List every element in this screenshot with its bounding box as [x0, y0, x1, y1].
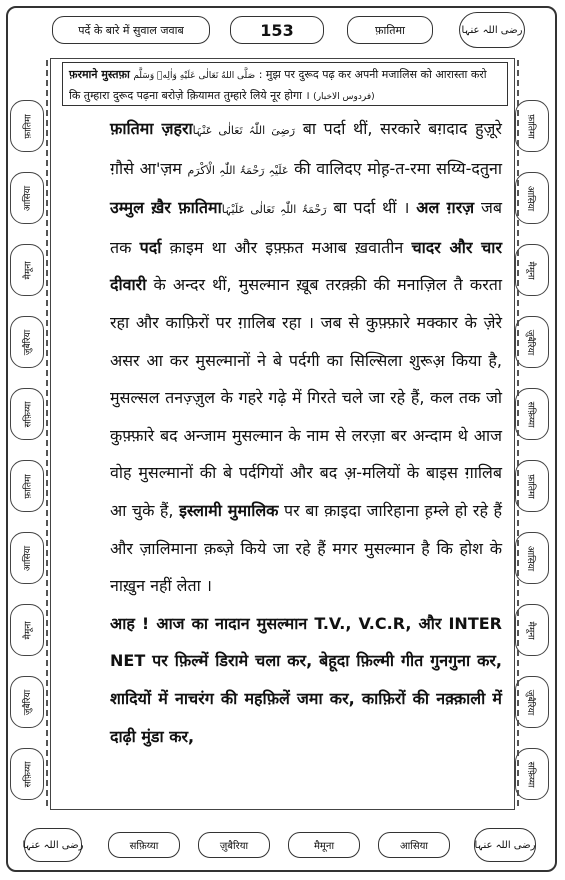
- side-left-item: ज़ुबैरिया: [10, 316, 44, 368]
- text-run: जब तक: [110, 198, 502, 257]
- footer-seal-right: رضی اللہ عنہا: [474, 828, 536, 862]
- side-left-item: मैमूना: [10, 604, 44, 656]
- bold-phrase: फ़ातिमा ज़हरा: [110, 119, 193, 138]
- note-arabic: صَلَّى اللهُ تَعَالٰى عَلَيْهِ وَاٰلِهٖ وَسَلَّم: [133, 71, 256, 81]
- chapter-title: फ़ातिमा: [347, 16, 433, 44]
- footer-item: सफ़िय्या: [108, 832, 180, 858]
- side-right-item: सफ़िय्या: [515, 748, 549, 800]
- text-run: पर बा क़ाइदा जारिहाना ह़म्ले हो रहे हैं और ज़ालिमाना क़ब्ज़े किये जा रहे हैं मगर मुसल्मान है कि होश के नाख़ुन नहीं लेता ।: [110, 500, 503, 596]
- arabic-honorific: رَحْمَۃُ اللّٰہِ تَعَالٰی عَلَیْہَا: [221, 203, 327, 217]
- text-run: बा पर्दा थीं ।: [326, 198, 417, 218]
- text-run: क़ाइम था और इफ़्फ़त मआब ख़वातीन: [161, 237, 412, 257]
- footer-seal-left: رضی اللہ عنہا: [24, 828, 82, 862]
- page-number: 153: [230, 16, 324, 44]
- note-text-1: : मुझ पर दुरूद पढ़ कर अपनी मजालिस को आरास्ता करो कि तुम्हारा: [69, 68, 487, 102]
- side-right-item: मैमूना: [515, 604, 549, 656]
- bold-phrase: पर्दा: [139, 237, 162, 257]
- side-left-item: मैमूना: [10, 244, 44, 296]
- side-right-item: आसिया: [515, 172, 549, 224]
- side-right-item: मैमूना: [515, 244, 549, 296]
- note-text-2: दुरूद पढ़ना बरोज़े क़ियामत तुम्हारे लिये नूर होगा ।: [112, 89, 310, 102]
- book-title: पर्दे के बारे में सुवाल जवाब: [52, 16, 210, 44]
- arabic-honorific: رَضِیَ اللّٰہُ تَعَالٰی عَنْہَا: [192, 124, 296, 137]
- bold-phrase: चादर और चार दीवारी: [110, 237, 502, 295]
- side-left-item: सफ़िय्या: [10, 748, 44, 800]
- bold-phrase: उम्मुल ख़ैर फ़ातिमा: [110, 198, 222, 218]
- side-right-item: ज़ुबैरिया: [515, 316, 549, 368]
- footer-item: ज़ुबैरिया: [198, 832, 270, 858]
- text-run: बा पर्दा थीं, सरकारे बग़दाद हुज़ूरे ग़ौसे आ'ज़म: [110, 119, 502, 178]
- note-source: (فردوس الاخبار): [313, 92, 375, 102]
- page-footer: [22, 826, 543, 866]
- bold-phrase: इस्लामी मुमालिक: [179, 500, 279, 520]
- side-right-item: फ़ातिमा: [515, 460, 549, 512]
- note-label: फ़रमाने मुस्तफ़ा: [69, 68, 130, 81]
- text-run: के अन्दर थीं, मुसल्मान ख़ूब तरक़्क़ी की मनाज़िल तै करता रहा और काफ़िरों पर ग़ालिब रहा । जब से कुफ़्फ़ारे मक्कार के ज़ेरे असर आ कर मुसल्मानों ने बे पर्दगी का सिल्सिला शुरूअ़ किया है, मुसल्सल तनज़्ज़ुल के गहरे गढ़े में गिरते चले जा रहे हैं, कल तक जो कुफ़्फ़ारे बद अन्जाम मुसल्मान के नाम से लरज़ा बर अन्दाम थे आज वोह मुसल्मानों की बे पर्दगियों और बद अ़-मलियों के बाइस ग़ालिब आ चुके हैं,: [110, 275, 502, 520]
- side-left-item: सफ़िय्या: [10, 388, 44, 440]
- arabic-honorific: عَلَیْہِ رَحْمَۃُ اللّٰہِ الْاَکْرَم: [187, 163, 289, 177]
- side-left-item: फ़ातिमा: [10, 100, 44, 152]
- text-run: की वालिदए मोह़-त-रमा सय्यि-दतुना: [288, 158, 502, 178]
- header-seal: رضی اللہ عنہا: [459, 12, 525, 48]
- side-left-item: फ़ातिमा: [10, 460, 44, 512]
- hadith-note-box: [62, 62, 508, 106]
- side-right-item: आसिया: [515, 532, 549, 584]
- bold-paragraph: आह ! आज का नादान मुसल्मान T.V., V.C.R, और INTER NET पर फ़िल्में डिरामे चला कर, बेहूदा फ़िल्मी गीत गुनगुना कर, शादियों में नाचरंग की महफ़िलें जमा कर, काफ़िरों की नक़्क़ाली में दाढ़ी मुंडा कर,: [110, 613, 502, 746]
- footer-item: मैमूना: [288, 832, 360, 858]
- side-right-item: सफ़िय्या: [515, 388, 549, 440]
- page-header: [22, 10, 543, 54]
- side-left-item: आसिया: [10, 532, 44, 584]
- footer-item: आसिया: [378, 832, 450, 858]
- side-right-item: ज़ुबैरिया: [515, 676, 549, 728]
- side-right-item: फ़ातिमा: [515, 100, 549, 152]
- left-vine-ornament: [46, 60, 48, 810]
- paragraph-1: [110, 110, 502, 605]
- bold-phrase: अल ग़रज़: [416, 198, 475, 218]
- main-text: [110, 110, 502, 755]
- side-left-item: ज़ुबैरिया: [10, 676, 44, 728]
- side-left-item: आसिया: [10, 172, 44, 224]
- paragraph-2: [110, 605, 502, 755]
